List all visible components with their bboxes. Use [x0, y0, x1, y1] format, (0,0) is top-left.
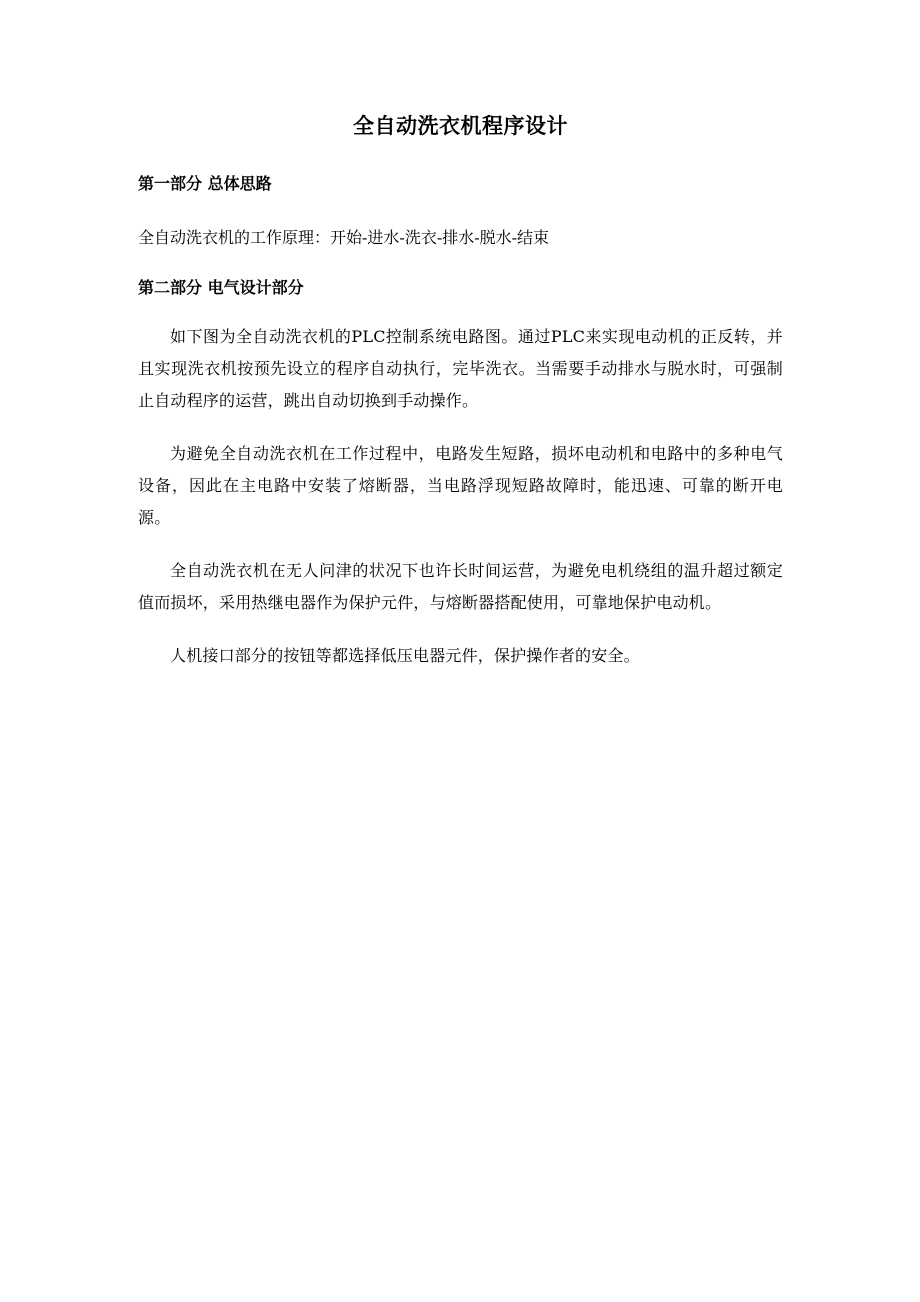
paragraph-fuse-protection: 为避免全自动洗衣机在工作过程中，电路发生短路，损坏电动机和电路中的多种电气设备，因此在主电路中安装了熔断器，当电路浮现短路故障时，能迅速、可靠的断开电源。 [138, 444, 783, 527]
section-heading-electrical-design: 第二部分 电气设计部分 [138, 278, 304, 297]
paragraph-plc-control: 如下图为全自动洗衣机的PLC控制系统电路图。通过PLC来实现电动机的正反转，并且实现洗衣机按预先设立的程序自动执行，完毕洗衣。当需要手动排水与脱水时，可强制止自动程序的运营，跳出自动切换到手动操作。 [138, 327, 783, 410]
section-heading-overview: 第一部分 总体思路 [138, 174, 272, 193]
document-body [138, 108, 783, 672]
paragraph-hmi-buttons: 人机接口部分的按钮等都选择低压电器元件，保护操作者的安全。 [170, 646, 640, 665]
paragraph-thermal-relay: 全自动洗衣机在无人问津的状况下也许长时间运营，为避免电机绕组的温升超过额定值而损坏，采用热继电器作为保护元件，与熔断器搭配使用，可靠地保护电动机。 [138, 561, 783, 612]
working-principle-line: 全自动洗衣机的工作原理：开始-进水-洗衣-排水-脱水-结束 [138, 228, 550, 247]
document-title: 全自动洗衣机程序设计 [353, 114, 568, 138]
